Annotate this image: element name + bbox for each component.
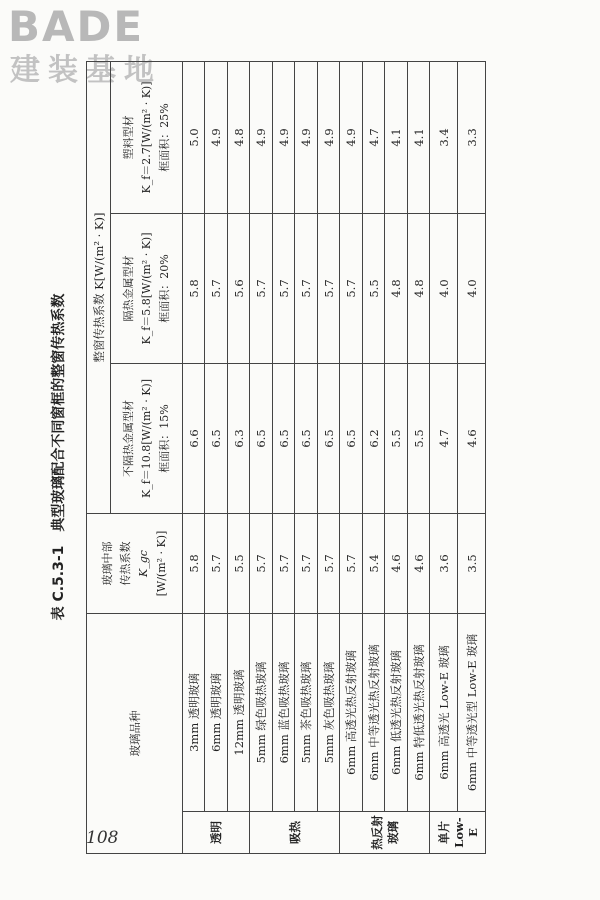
glass-kgc: 4.6 [385,514,407,614]
header-glass-type: 玻璃品种 [87,614,183,854]
header-frame-non-insulated: 不隔热金属型材 K_f＝10.8[W/(m² · K)] 框面积：15% [111,364,183,514]
k-value-table [86,61,486,854]
glass-name: 5mm 茶色吸热玻璃 [295,614,317,812]
glass-name: 6mm 中等透光型 Low-E 玻璃 [458,614,486,812]
k-insulated: 4.0 [430,214,458,364]
k-plastic: 4.9 [317,61,339,213]
k-non-insulated: 6.5 [272,364,294,514]
k-plastic: 4.1 [407,61,429,213]
table-row [317,61,339,853]
table-row [227,61,249,853]
glass-kgc: 3.5 [458,514,486,614]
k-non-insulated: 6.3 [227,364,249,514]
k-plastic: 4.1 [385,61,407,213]
glass-kgc: 5.7 [272,514,294,614]
table-row [340,61,362,853]
logo-wordmark: BADE [8,2,145,51]
k-plastic: 5.0 [183,61,205,213]
table-caption: 表 C.5.3-1 典型玻璃配合不同窗框的整窗传热系数 [51,293,67,621]
glass-name: 6mm 中等透光热反射玻璃 [362,614,384,812]
table-row [407,61,429,853]
k-insulated: 5.6 [227,214,249,364]
k-insulated: 4.0 [458,214,486,364]
glass-name: 6mm 高透光热反射玻璃 [340,614,362,812]
k-non-insulated: 6.5 [340,364,362,514]
category-cell: 单片 Low-E [430,812,486,854]
table-row [430,61,458,853]
page-number: 108 [86,828,119,848]
glass-kgc: 5.8 [183,514,205,614]
glass-name: 6mm 透明玻璃 [205,614,227,812]
glass-kgc: 5.7 [250,514,272,614]
k-insulated: 5.7 [205,214,227,364]
glass-name: 6mm 蓝色吸热玻璃 [272,614,294,812]
glass-kgc: 5.7 [295,514,317,614]
k-non-insulated: 6.5 [205,364,227,514]
table-row [458,61,486,853]
k-insulated: 5.7 [295,214,317,364]
glass-kgc: 5.7 [205,514,227,614]
k-insulated: 5.7 [317,214,339,364]
k-non-insulated: 5.5 [385,364,407,514]
k-non-insulated: 6.5 [295,364,317,514]
glass-kgc: 5.7 [317,514,339,614]
table-row [272,61,294,853]
glass-name: 5mm 灰色吸热玻璃 [317,614,339,812]
glass-name: 5mm 绿色吸热玻璃 [250,614,272,812]
category-cell: 热反射 玻璃 [340,812,430,854]
k-plastic: 4.9 [205,61,227,213]
k-plastic: 4.9 [295,61,317,213]
header-glass-center-k: 玻璃中部 传热系数 K_gc [W/(m² · K)] [87,514,183,614]
header-frame-plastic: 塑料型材 K_f＝2.7[W/(m² · K)] 框面积：25% [111,61,183,213]
k-insulated: 5.5 [362,214,384,364]
glass-kgc: 3.6 [430,514,458,614]
table-row [183,61,205,853]
glass-kgc: 5.7 [340,514,362,614]
category-cell: 透明 [183,812,250,854]
k-plastic: 4.7 [362,61,384,213]
k-insulated: 4.8 [407,214,429,364]
rotated-table-block [40,52,492,862]
glass-kgc: 5.4 [362,514,384,614]
k-plastic: 4.9 [340,61,362,213]
category-cell: 吸热 [250,812,340,854]
k-insulated: 4.8 [385,214,407,364]
k-plastic: 4.9 [250,61,272,213]
glass-name: 3mm 透明玻璃 [183,614,205,812]
k-non-insulated: 6.5 [250,364,272,514]
table-row [385,61,407,853]
glass-kgc: 5.5 [227,514,249,614]
header-whole-window-k: 整窗传热系数 K[W/(m² · K)] [87,61,111,513]
glass-name: 6mm 高透光 Low-E 玻璃 [430,614,458,812]
k-insulated: 5.7 [250,214,272,364]
glass-kgc: 4.6 [407,514,429,614]
k-insulated: 5.8 [183,214,205,364]
table-row [295,61,317,853]
k-non-insulated: 6.2 [362,364,384,514]
k-plastic: 4.8 [227,61,249,213]
logo-subtitle: 建装基地 [10,53,162,88]
k-non-insulated: 6.5 [317,364,339,514]
table-row [362,61,384,853]
k-non-insulated: 4.6 [458,364,486,514]
k-non-insulated: 4.7 [430,364,458,514]
k-plastic: 3.4 [430,61,458,213]
k-plastic: 4.9 [272,61,294,213]
k-insulated: 5.7 [272,214,294,364]
glass-name: 6mm 低透光热反射玻璃 [385,614,407,812]
glass-name: 6mm 特低透光热反射玻璃 [407,614,429,812]
k-plastic: 3.3 [458,61,486,213]
table-row [205,61,227,853]
table-row [250,61,272,853]
k-insulated: 5.7 [340,214,362,364]
header-frame-insulated: 隔热金属型材 K_f＝5.8[W/(m² · K)] 框面积：20% [111,214,183,364]
k-non-insulated: 6.6 [183,364,205,514]
glass-name: 12mm 透明玻璃 [227,614,249,812]
k-non-insulated: 5.5 [407,364,429,514]
